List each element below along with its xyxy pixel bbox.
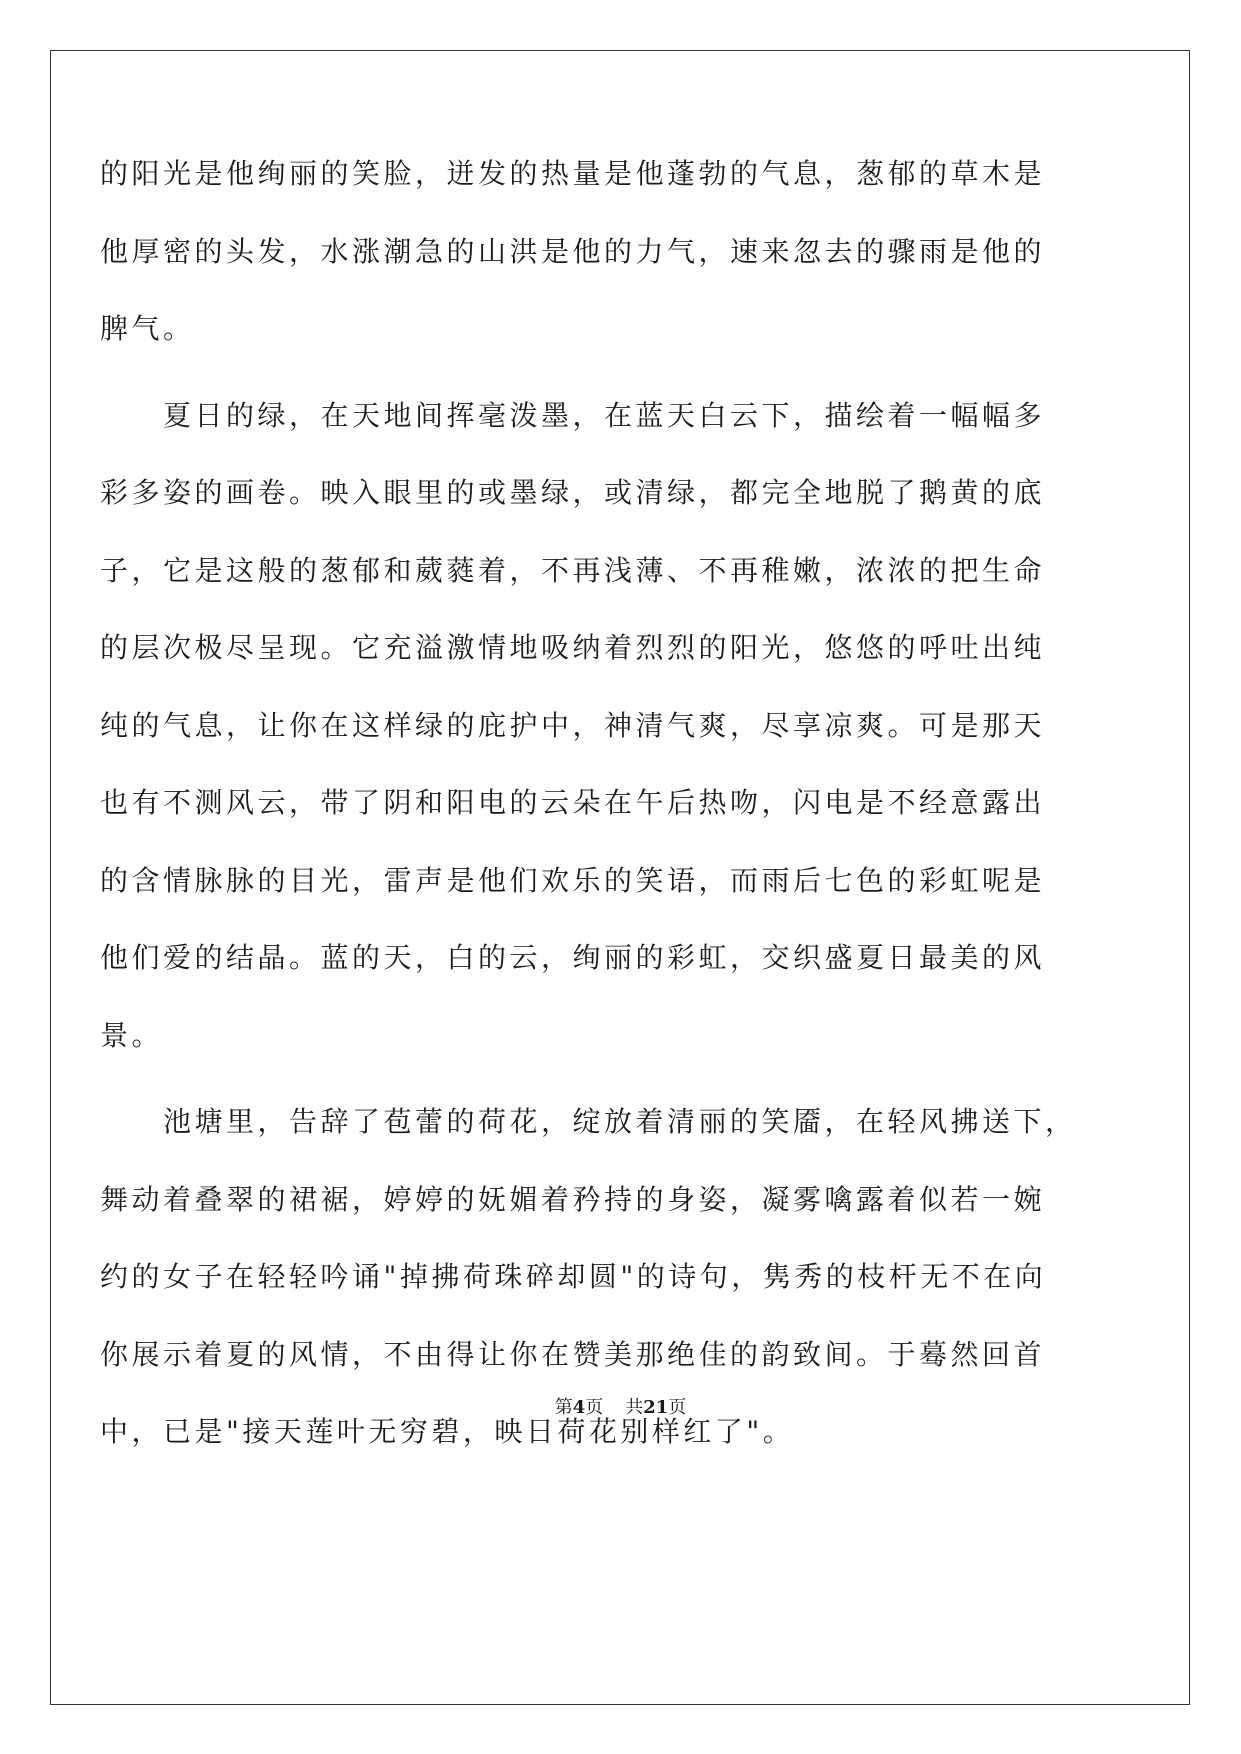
footer-prefix: 第 bbox=[554, 1397, 573, 1418]
text-line: 也有不测风云，带了阴和阳电的云朵在午后热吻，闪电是不经意露出 bbox=[100, 786, 1046, 819]
footer-total-prefix: 共 bbox=[625, 1397, 644, 1418]
text-line: 彩多姿的画卷。映入眼里的或墨绿，或清绿，都完全地脱了鹅黄的底 bbox=[100, 476, 1046, 509]
page-number: 4 bbox=[572, 1397, 586, 1418]
text-line: 中，已是"接天莲叶无穷碧，映日荷花别样红了"。 bbox=[100, 1415, 795, 1448]
text-line: 纯的气息，让你在这样绿的庇护中，神清气爽，尽享凉爽。可是那天 bbox=[100, 708, 1046, 742]
body-text bbox=[100, 157, 1105, 1496]
text-line: 你展示着夏的风情，不由得让你在赞美那绝佳的韵致间。于蓦然回首 bbox=[100, 1337, 1046, 1371]
text-line: 舞动着叠翠的裙裾，婷婷的妩媚着矜持的身姿，凝雾噙露着似若一婉 bbox=[100, 1182, 1046, 1216]
footer-page-suffix: 页 bbox=[585, 1397, 604, 1418]
text-line: 他厚密的头发，水涨潮急的山洪是他的力气，速来忽去的骤雨是他的 bbox=[100, 234, 1046, 268]
text-line: 的层次极尽呈现。它充溢激情地吸纳着烈烈的阳光，悠悠的呼吐出纯 bbox=[100, 631, 1046, 664]
page-footer bbox=[0, 1393, 1241, 1419]
text-line: 他们爱的结晶。蓝的天，白的云，绚丽的彩虹，交织盛夏日最美的风 bbox=[100, 941, 1046, 974]
text-line: 夏日的绿，在天地间挥毫泼墨，在蓝天白云下，描绘着一幅幅多 bbox=[163, 398, 1046, 432]
text-line: 脾气。 bbox=[100, 312, 195, 345]
text-line: 子，它是这般的葱郁和葳蕤着，不再浅薄、不再稚嫩，浓浓的把生命 bbox=[100, 553, 1046, 587]
text-line: 的阳光是他绚丽的笑脸，迸发的热量是他蓬勃的气息，葱郁的草木是 bbox=[100, 157, 1046, 190]
text-line: 池塘里，告辞了苞蕾的荷花，绽放着清丽的笑靥，在轻风拂送下， bbox=[163, 1105, 1077, 1138]
text-line: 景。 bbox=[100, 1018, 164, 1052]
text-line: 的含情脉脉的目光，雷声是他们欢乐的笑语，而雨后七色的彩虹呢是 bbox=[100, 863, 1046, 897]
total-pages: 21 bbox=[643, 1397, 669, 1418]
text-line: 约的女子在轻轻吟诵"掉拂荷珠碎却圆"的诗句，隽秀的枝杆无不在向 bbox=[100, 1260, 1047, 1293]
footer-total-suffix: 页 bbox=[668, 1397, 687, 1418]
